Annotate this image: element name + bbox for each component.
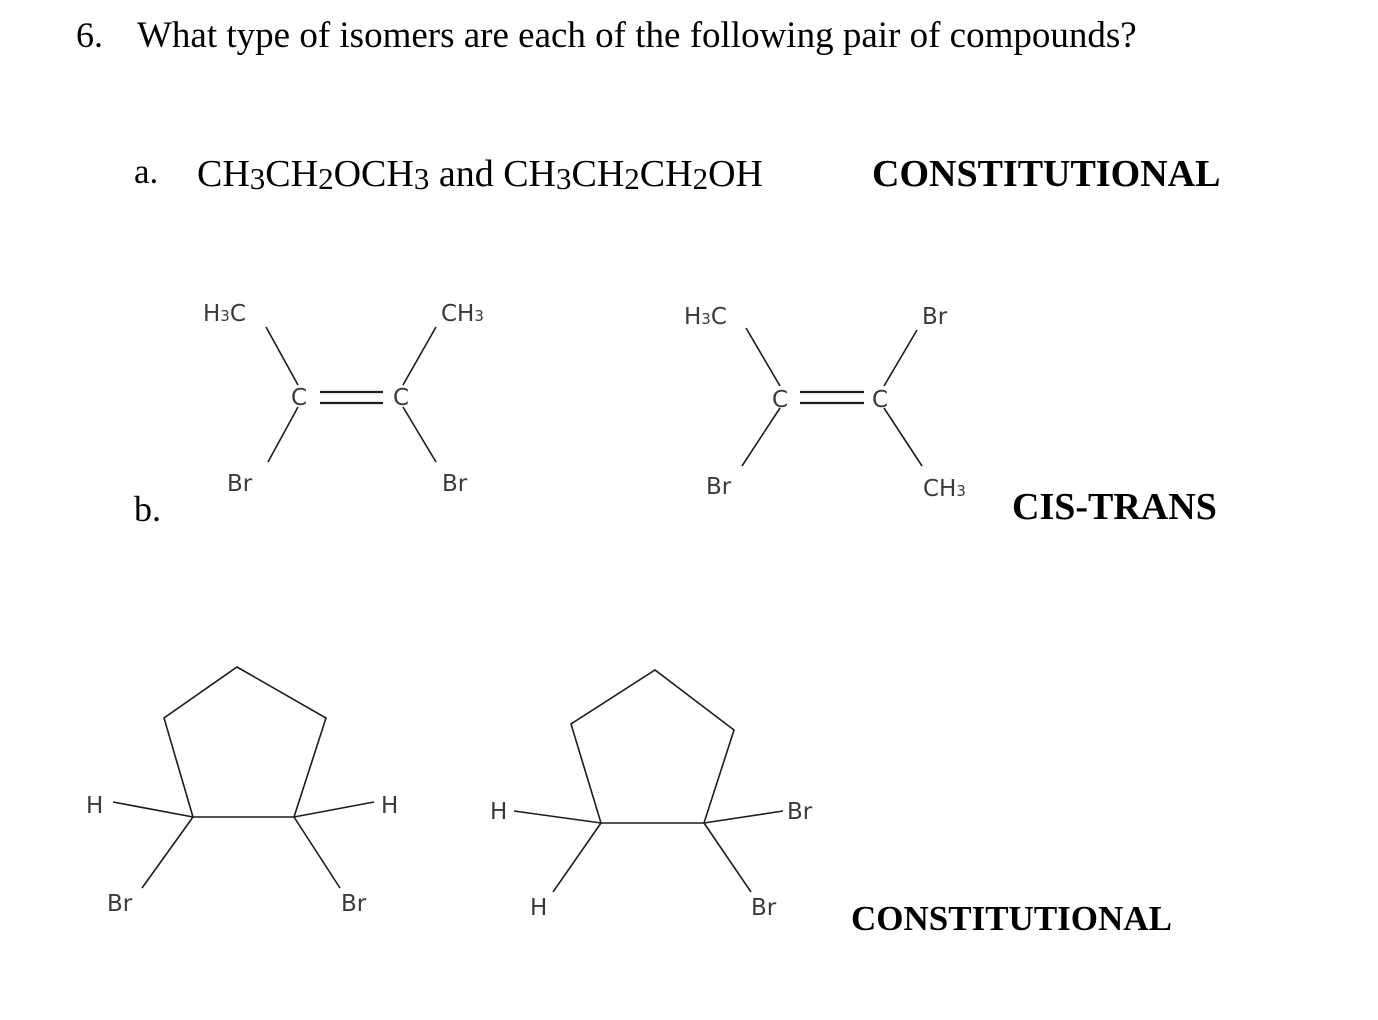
cyclopentane-structure-2: [490, 670, 813, 921]
bond: [142, 817, 193, 888]
bond: [113, 802, 193, 817]
bond: [403, 407, 436, 462]
bond: [742, 408, 780, 466]
formula-1: CH3CH2OCH3: [197, 153, 430, 196]
bond: [553, 823, 601, 892]
bromine-label: Br: [922, 304, 948, 330]
bond: [884, 330, 917, 386]
bond: [403, 327, 436, 385]
bond: [884, 408, 922, 466]
formula-connector: and: [429, 153, 504, 195]
bromine-label: Br: [341, 891, 367, 917]
hydrogen-label: H: [490, 799, 508, 825]
carbon-label: C: [872, 387, 889, 413]
bromine-label: Br: [442, 471, 468, 497]
bond: [294, 802, 374, 817]
part-b-answer: CIS-TRANS: [1012, 486, 1217, 528]
hydrogen-label: H: [530, 895, 548, 921]
ring-bonds: [571, 670, 734, 823]
carbon-label: C: [393, 385, 410, 411]
ring-bonds: [164, 667, 326, 817]
question-number: 6.: [76, 15, 103, 55]
bromine-label: Br: [706, 474, 732, 500]
alkene-structure-1: [203, 301, 484, 497]
bond: [266, 327, 298, 385]
methyl-label: CH3: [923, 476, 966, 502]
bond: [746, 328, 780, 386]
bromine-label: Br: [787, 799, 813, 825]
hydrogen-label: H: [86, 793, 104, 819]
formula-2: CH3CH2CH2OH: [503, 153, 763, 196]
bond: [294, 817, 340, 888]
methyl-label: H3C: [203, 301, 246, 327]
bond: [514, 811, 601, 823]
alkene-structure-2: [684, 304, 966, 502]
bond: [704, 823, 751, 892]
hydrogen-label: H: [381, 793, 399, 819]
part-a-answer: CONSTITUTIONAL: [872, 153, 1221, 195]
methyl-label: CH3: [441, 301, 484, 327]
methyl-label: H3C: [684, 304, 727, 330]
carbon-label: C: [772, 387, 789, 413]
bromine-label: Br: [227, 471, 253, 497]
question-text: What type of isomers are each of the following pair of compounds?: [137, 15, 1137, 56]
bromine-label: Br: [107, 891, 133, 917]
bromine-label: Br: [751, 895, 777, 921]
bond: [704, 811, 783, 823]
bond: [268, 407, 298, 462]
carbon-label: C: [291, 385, 308, 411]
part-c-answer: CONSTITUTIONAL: [851, 899, 1172, 938]
part-a-letter: a.: [134, 152, 159, 191]
cyclopentane-structure-1: [86, 667, 398, 917]
part-b-letter: b.: [134, 489, 161, 529]
